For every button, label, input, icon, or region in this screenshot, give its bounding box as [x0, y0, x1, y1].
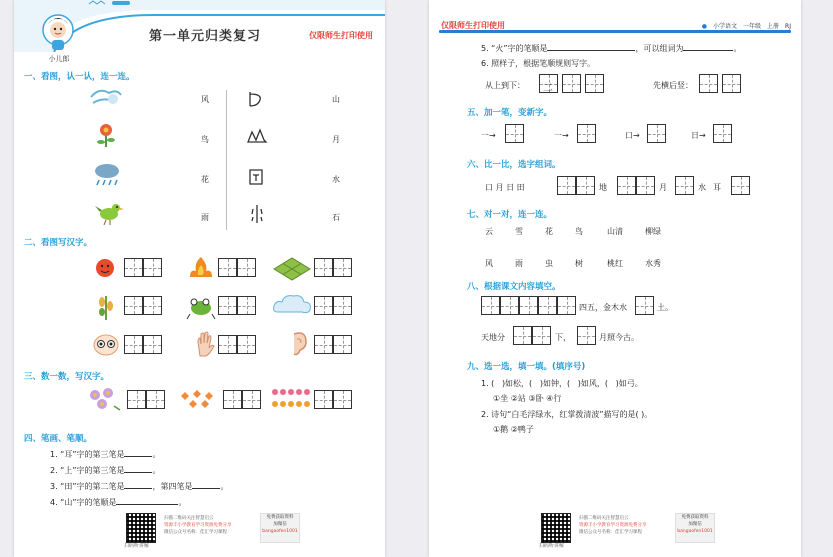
ancient-stone-glyph	[250, 204, 264, 224]
q-text: 3. “田”字的第二笔是	[50, 482, 125, 491]
writing-grid[interactable]	[585, 74, 604, 93]
answer-blank[interactable]	[547, 42, 635, 51]
writing-grid[interactable]	[538, 296, 557, 315]
q-text: ，第四笔是	[152, 482, 193, 491]
fire-picture-icon	[186, 255, 216, 281]
writing-grid[interactable]	[722, 74, 741, 93]
writing-grid[interactable]	[562, 74, 581, 93]
writing-grid[interactable]	[576, 176, 595, 195]
ancient-mountain-glyph	[246, 90, 264, 108]
hand-picture-icon	[192, 330, 216, 358]
qr-code-icon	[126, 513, 156, 543]
compound-word-1: 地	[599, 183, 607, 192]
section-2-heading: 二、看图写汉字。	[24, 238, 93, 248]
base-char: 一	[554, 131, 562, 140]
choice-question-1	[481, 378, 643, 389]
page-footer	[429, 511, 800, 551]
footer-box-line: bangaofen1001	[677, 529, 713, 534]
flowers-count-picture	[86, 386, 124, 412]
add-stroke-3	[625, 130, 640, 141]
sun-picture-icon	[92, 255, 118, 281]
writing-grid[interactable]	[481, 296, 500, 315]
example-char: 二	[543, 83, 553, 94]
writing-grid[interactable]	[146, 390, 165, 409]
writing-grid[interactable]	[314, 296, 333, 315]
fill-text: 四五，金木水	[579, 303, 627, 312]
match-ancient-4: 石	[332, 213, 340, 222]
q-text: )如钟，(	[539, 379, 571, 388]
writing-grid[interactable]	[505, 124, 524, 143]
header-bar	[439, 30, 791, 33]
section-9-heading: 九、选一选，填一填。(填序号)	[467, 362, 586, 372]
ancient-water-glyph	[248, 168, 264, 186]
answer-blank[interactable]	[192, 480, 220, 489]
q-text: 4. “山”字的笔顺是	[50, 498, 117, 507]
match-top-6: 柳绿	[645, 227, 661, 236]
writing-grid[interactable]	[577, 124, 596, 143]
writing-grid[interactable]	[617, 176, 636, 195]
writing-grid[interactable]	[557, 176, 576, 195]
teacher-only-tag: 仅限师生打印使用	[309, 31, 373, 40]
footer-wechat-box	[675, 513, 715, 543]
writing-grid[interactable]	[237, 335, 256, 354]
question-6: 6. 照样子，根据笔顺规则写字。	[481, 59, 596, 68]
stroke-question-2	[50, 464, 160, 476]
q-text: ，可以组词为	[635, 44, 684, 53]
writing-grid[interactable]	[333, 258, 352, 277]
match-bottom-5: 桃红	[607, 259, 623, 268]
q-text: )如风，(	[577, 379, 608, 388]
footer-box-line: 免费获取资料	[681, 515, 709, 520]
writing-grid[interactable]	[557, 296, 576, 315]
footer-box-line: 加微信	[273, 522, 287, 527]
answer-blank[interactable]	[124, 480, 152, 489]
question-5	[481, 42, 741, 54]
writing-grid[interactable]	[223, 390, 242, 409]
writing-grid[interactable]	[143, 335, 162, 354]
qr-label: 扫码听讲解	[124, 543, 150, 549]
mascot-label: 小儿郎	[48, 55, 70, 63]
arrow-icon: →	[699, 131, 706, 140]
footer-line: 扫描二维码关注智慧启云	[579, 516, 629, 521]
writing-grid[interactable]	[577, 326, 596, 345]
qr-code-icon	[541, 513, 571, 543]
writing-grid[interactable]	[127, 390, 146, 409]
tulips-count-picture	[270, 386, 312, 412]
writing-grid[interactable]	[124, 296, 143, 315]
writing-grid[interactable]	[314, 335, 333, 354]
footer-wechat-box	[260, 513, 300, 543]
footer-box-line: 免费获取资料	[266, 515, 294, 520]
writing-grid[interactable]	[314, 258, 333, 277]
subject: 小学语文	[713, 23, 738, 30]
add-stroke-1	[481, 130, 496, 141]
writing-grid[interactable]	[143, 258, 162, 277]
writing-grid[interactable]	[333, 390, 352, 409]
q-end: 。	[178, 498, 187, 507]
section-1-heading: 一、看图，认一认，连一连。	[24, 72, 135, 82]
match-top-3: 花	[545, 227, 553, 236]
info-dot-icon: ●	[701, 23, 707, 30]
q-text: 2. “上”字的第三笔是	[50, 466, 125, 475]
answer-blank[interactable]	[683, 42, 733, 51]
writing-grid[interactable]	[124, 335, 143, 354]
q-end: 。	[152, 466, 161, 475]
match-bottom-4: 树	[575, 259, 583, 268]
footer-line: 扫描二维码关注智慧启云	[164, 516, 214, 521]
choice-question-2: 2. 诗句“白毛浮绿水，红掌拨清波”描写的是( )。	[481, 410, 653, 419]
writing-grid[interactable]	[237, 296, 256, 315]
section-8-heading: 八、根据课文内容填空。	[467, 282, 561, 292]
wind-picture-icon	[89, 85, 123, 109]
match-word-4: 雨	[201, 213, 209, 222]
match-top-1: 云	[485, 227, 493, 236]
match-top-4: 鸟	[575, 227, 583, 236]
match-ancient-3: 水	[332, 175, 340, 184]
example-top-to-bottom: 从上到下：	[485, 81, 525, 90]
footer-box-line: bangaofen1001	[262, 529, 298, 534]
q-text: )如弓。	[615, 379, 643, 388]
book-info	[702, 21, 791, 30]
q-text: 。	[733, 44, 742, 53]
base-char: 口	[625, 131, 633, 140]
cloud-picture-icon	[272, 292, 312, 318]
writing-grid[interactable]	[242, 390, 261, 409]
worksheet-page-right	[429, 0, 801, 557]
answer-blank[interactable]	[124, 464, 152, 473]
add-stroke-4	[691, 130, 706, 141]
grade: 一年级	[743, 23, 762, 30]
match-ancient-1: 山	[332, 95, 340, 104]
choice-options-2: ①鹅 ②鸭子	[493, 425, 534, 434]
match-bottom-2: 雨	[515, 259, 523, 268]
ear-picture-icon	[288, 330, 310, 358]
page-title: 第一单元归类复习	[149, 29, 262, 44]
teacher-only-tag: 仅限师生打印使用	[441, 21, 505, 30]
lilies-count-picture	[179, 386, 221, 412]
footer-line: 资源丰小学教育学习资源免费分享	[164, 523, 232, 528]
writing-grid[interactable]	[124, 258, 143, 277]
match-word-2: 鸟	[201, 135, 209, 144]
writing-grid[interactable]	[731, 176, 750, 195]
writing-grid[interactable]	[237, 258, 256, 277]
grain-picture-icon	[94, 292, 118, 322]
q-text: )如松，(	[501, 379, 533, 388]
writing-grid[interactable]	[713, 124, 732, 143]
base-char: 一	[481, 131, 489, 140]
writing-grid[interactable]	[699, 74, 718, 93]
section-7-heading: 七、对一对，连一连。	[467, 210, 553, 220]
add-stroke-2	[554, 130, 569, 141]
footer-text	[164, 515, 232, 536]
match-top-5: 山清	[607, 227, 623, 236]
flower-picture-icon	[92, 120, 120, 148]
writing-grid[interactable]	[314, 390, 333, 409]
compound-word-4: 耳	[713, 183, 721, 192]
footer-text	[579, 515, 647, 536]
char-choices: 口 月 日 田	[485, 183, 525, 192]
q-end: 。	[220, 482, 229, 491]
base-char: 日	[691, 131, 699, 140]
fill-text: 下，	[555, 333, 571, 342]
section-4-heading: 四、笔画、笔顺。	[24, 434, 93, 444]
match-word-3: 花	[201, 175, 209, 184]
mascot-boy-icon	[42, 10, 74, 56]
writing-grid[interactable]	[500, 296, 519, 315]
writing-grid[interactable]	[218, 258, 237, 277]
footer-line: 资源丰小学教育学习资源免费分享	[579, 523, 647, 528]
writing-grid[interactable]	[636, 176, 655, 195]
writing-grid[interactable]	[333, 335, 352, 354]
writing-grid[interactable]	[675, 176, 694, 195]
writing-grid[interactable]	[143, 296, 162, 315]
rain-cloud-picture-icon	[92, 162, 122, 188]
ancient-moon-glyph	[246, 128, 268, 144]
writing-grid[interactable]	[218, 296, 237, 315]
term: 上册	[767, 23, 780, 30]
stroke-question-3	[50, 480, 228, 492]
writing-grid[interactable]	[532, 326, 551, 345]
q-text: 5. “火”字的笔顺是	[481, 44, 548, 53]
writing-grid[interactable]	[218, 335, 237, 354]
page-footer	[14, 511, 385, 551]
divider-line	[226, 90, 227, 230]
choice-options-1: ①坐 ②站 ③卧 ④行	[493, 394, 562, 403]
writing-grid[interactable]	[519, 296, 538, 315]
match-ancient-2: 月	[332, 135, 340, 144]
match-top-2: 雪	[515, 227, 523, 236]
stroke-question-1	[50, 448, 160, 460]
page-header	[14, 0, 385, 63]
worksheet-page-left	[14, 0, 385, 557]
edition: RJ	[785, 23, 791, 30]
answer-blank[interactable]	[116, 496, 178, 505]
bird-picture-icon	[94, 198, 124, 226]
section-3-heading: 三、数一数，写汉字。	[24, 372, 110, 382]
q-text: 1. (	[481, 379, 495, 388]
section-6-heading: 六、比一比，选字组词。	[467, 160, 561, 170]
answer-blank[interactable]	[124, 448, 152, 457]
compound-word-2: 月	[659, 183, 667, 192]
fill-text: 天地分	[481, 333, 505, 342]
match-bottom-6: 水秀	[645, 259, 661, 268]
arrow-icon: →	[489, 131, 496, 140]
fill-text: 月照今古。	[599, 333, 639, 342]
match-word-1: 风	[201, 95, 209, 104]
writing-grid[interactable]	[635, 296, 654, 315]
writing-grid[interactable]	[333, 296, 352, 315]
fill-text: 土。	[657, 303, 673, 312]
field-picture-icon	[272, 255, 312, 281]
stroke-question-4	[50, 496, 186, 508]
section-5-heading: 五、加一笔，变新字。	[467, 108, 553, 118]
footer-line: 微信公众号名称：佳汇学习课程	[579, 530, 642, 535]
arrow-icon: →	[633, 131, 640, 140]
match-bottom-3: 虫	[545, 259, 553, 268]
qr-label: 扫码听讲解	[539, 543, 565, 549]
match-bottom-1: 风	[485, 259, 493, 268]
writing-grid[interactable]	[513, 326, 532, 345]
arrow-icon: →	[562, 131, 569, 140]
example-horizontal-first: 先横后竖：	[653, 81, 693, 90]
writing-grid[interactable]	[647, 124, 666, 143]
q-end: 。	[152, 450, 161, 459]
footer-box-line: 加微信	[688, 522, 702, 527]
footer-line: 微信公众号名称：佳汇学习课程	[164, 530, 227, 535]
bug-picture-icon	[186, 292, 216, 320]
q-text: 1. “耳”字的第三笔是	[50, 450, 125, 459]
eyes-picture-icon	[92, 332, 120, 358]
compound-word-3: 水	[698, 183, 706, 192]
